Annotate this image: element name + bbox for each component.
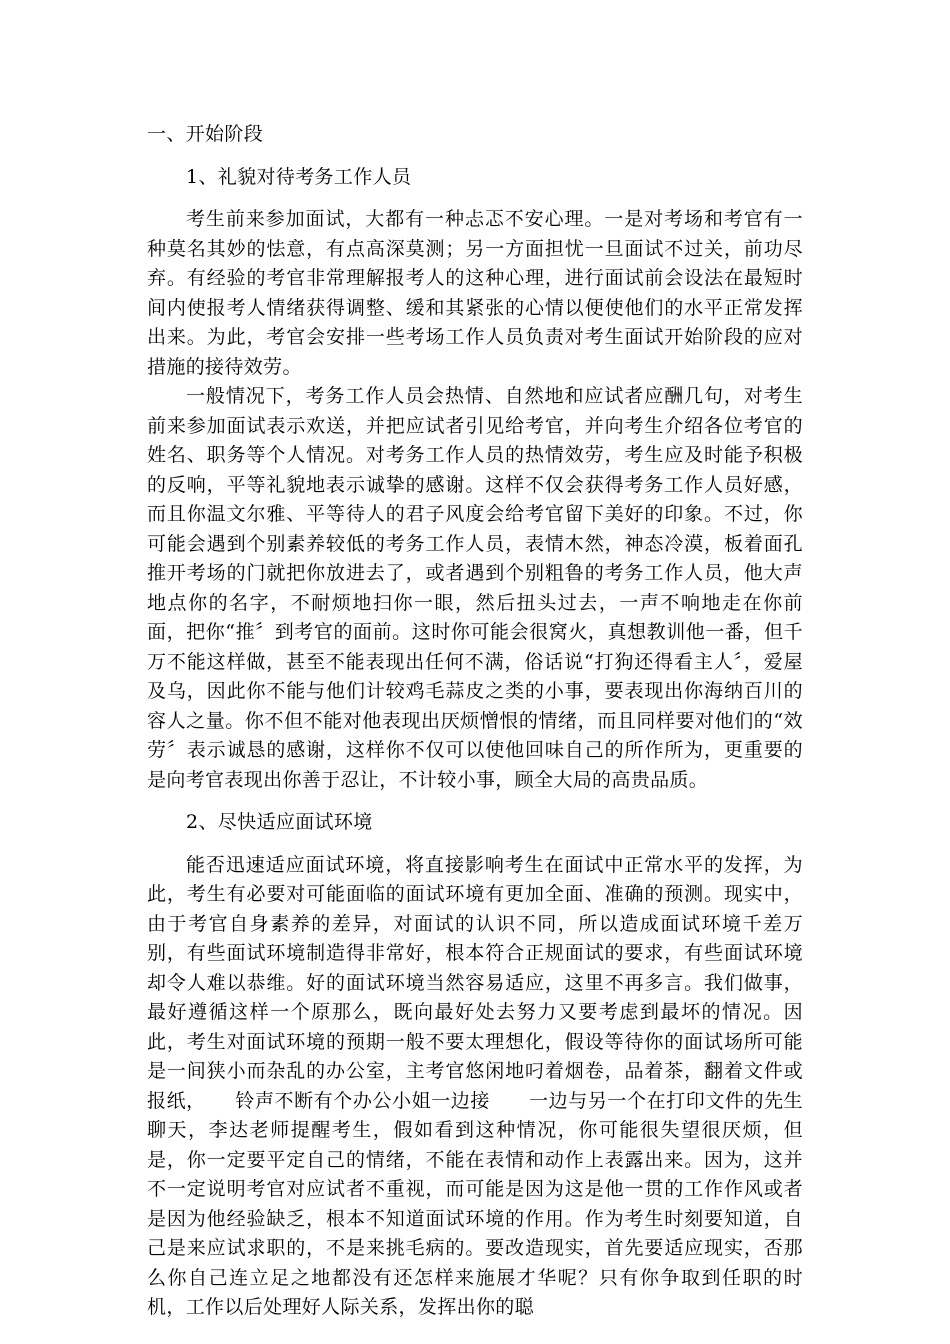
subsection-1-title: 1、礼貌对待考务工作人员 [186, 165, 412, 188]
section-heading: 一、开始阶段 [147, 123, 264, 145]
document-body [147, 120, 803, 1323]
subsection-1-paragraph-2: 一般情况下，考务工作人员会热情、自然地和应试者应酬几句，对考生前来参加面试表示欢送，并把应试者引见给考官，并向考生介绍各位考官的姓名、职务等个人情况。对考务工作人员的热情效劳，考生应及时能予积极的反响，平等礼貌地表示诚挚的感谢。这样不仅会获得考务工作人员好感，而且你温文尔雅、平等待人的君子风度会给考官留下美好的印象。不过，你可能会遇到个别素养较低的考务工作人员，表情木然，神态冷漠，板着面孔推开考场的门就把你放进去了，或者遇到个别粗鲁的考务工作人员，他大声地点你的名字，不耐烦地扫你一眼，然后扭头过去，一声不响地走在你前面，把你“推〞到考官的面前。这时你可能会很窝火，真想教训他一番，但千万不能这样做，甚至不能表现出任何不满，俗话说“打狗还得看主人〞，爱屋及乌，因此你不能与他们计较鸡毛蒜皮之类的小事，要表现出你海纳百川的容人之量。你不但不能对他表现出厌烦憎恨的情绪，而且同样要对他们的“效劳〞表示诚恳的感谢，这样你不仅可以使他回味自己的所作所为，更重要的是向考官表现出你善于忍让，不计较小事，顾全大局的高贵品质。 [147, 385, 803, 791]
subsection-1-paragraph-1: 考生前来参加面试，大都有一种忐忑不安心理。一是对考场和考官有一种莫名其妙的怯意，有点高深莫测；另一方面担忧一旦面试不过关，前功尽弃。有经验的考官非常理解报考人的这种心理，进行面试前会设法在最短时间内使报考人情绪获得调整、缓和其紧张的心情以便使他们的水平正常发挥出来。为此，考官会安排一些考场工作人员负责对考生面试开始阶段的应对措施的接待效劳。 [147, 208, 803, 378]
subsection-2-paragraph-1: 能否迅速适应面试环境，将直接影响考生在面试中正常水平的发挥，为此，考生有必要对可能面临的面试环境有更加全面、准确的预测。现实中，由于考官自身素养的差异，对面试的认识不同，所以造成面试环境千差万别，有些面试环境制造得非常好，根本符合正规面试的要求，有些面试环境却令人难以恭维。好的面试环境当然容易适应，这里不再多言。我们做事，最好遵循这样一个原那么，既向最好处去努力又要考虑到最坏的情况。因此，考生对面试环境的预期一般不要太理想化，假设等待你的面试场所可能是一间狭小而杂乱的办公室，主考官悠闲地叼着烟卷，品着茶，翻着文件或报纸， 铃声不断有个办公小姐一边接 一边与另一个在打印文件的先生聊天，李达老师提醒考生，假如看到这种情况，你可能很失望很厌烦，但是，你一定要平定自己的情绪，不能在表情和动作上表露出来。因为，这并不一定说明考官对应试者不重视，而可能是因为这是他一贯的工作作风或者是因为他经验缺乏，根本不知道面试环境的作用。作为考生时刻要知道，自己是来应试求职的，不是来挑毛病的。要改造现实，首先要适应现实，否那么你自己连立足之地都没有还怎样来施展才华呢？只有你争取到任职的时机，工作以后处理好人际关系，发挥出你的聪 [147, 853, 803, 1318]
subsection-2-title: 2、尽快适应面试环境 [186, 811, 373, 833]
